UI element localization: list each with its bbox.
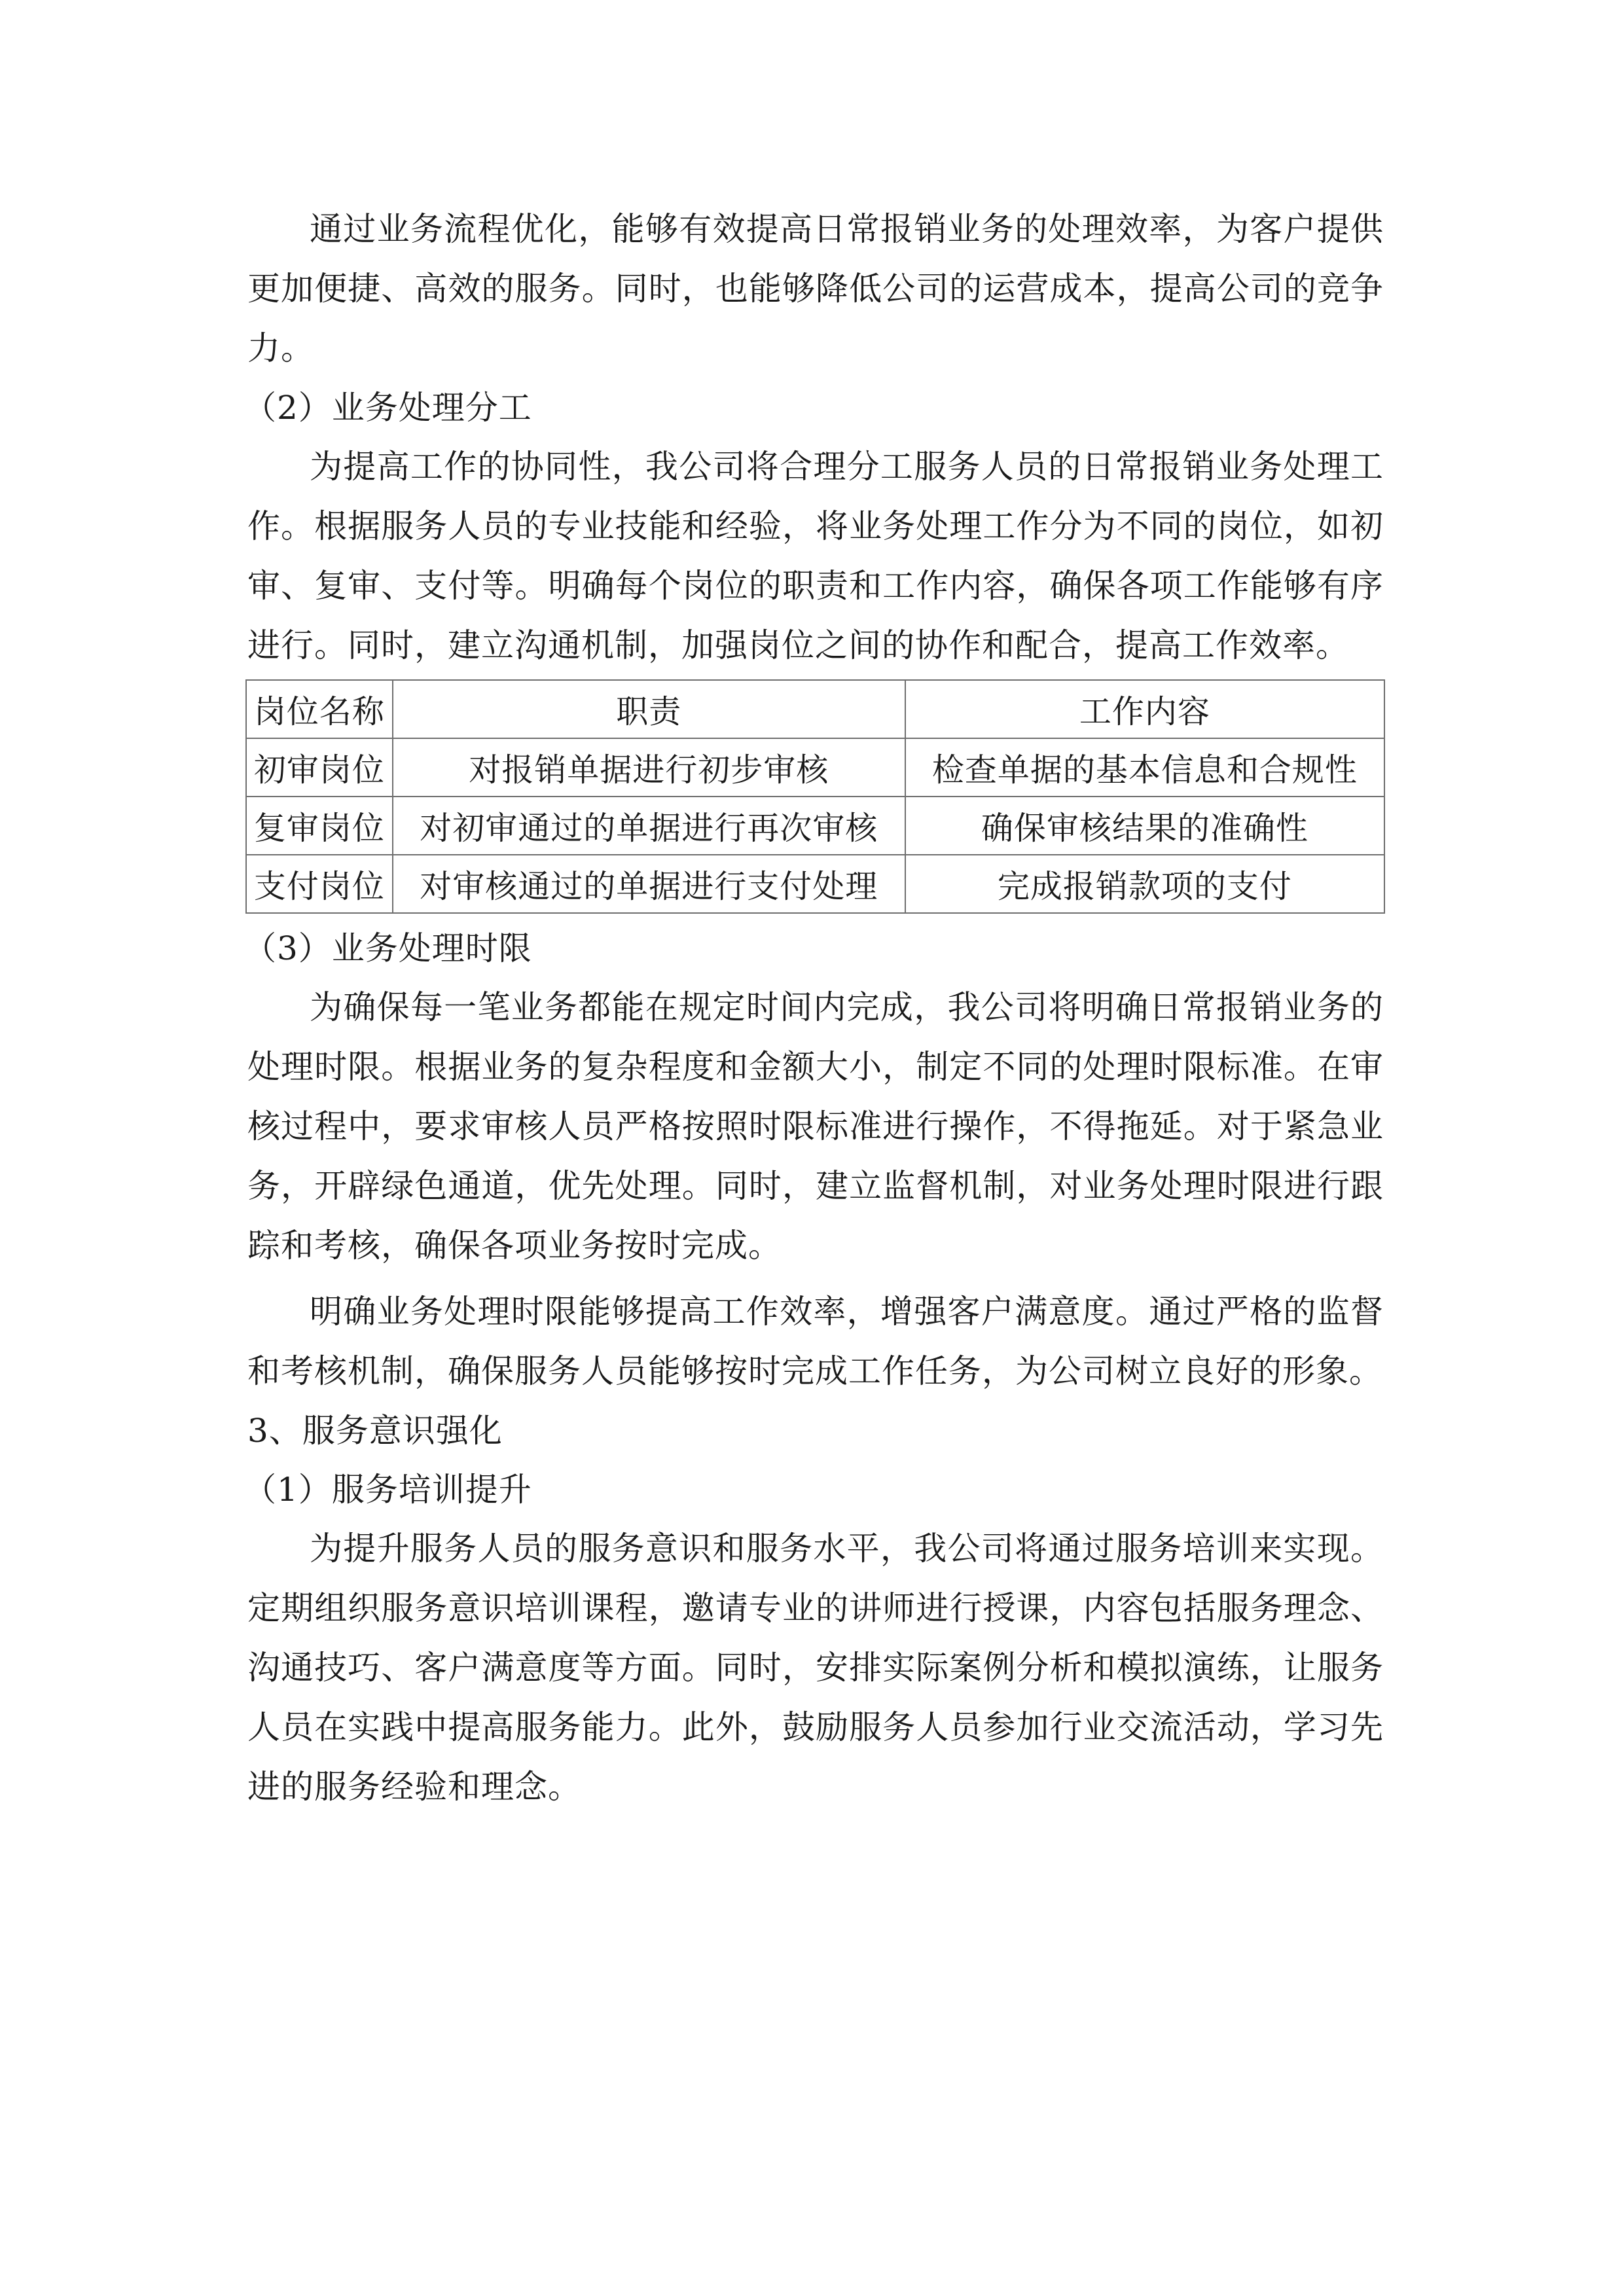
section-heading-service-awareness: 3、服务意识强化 (247, 1412, 503, 1450)
table-cell: 对报销单据进行初步审核 (393, 738, 905, 797)
table-row (246, 855, 1384, 913)
duties-table-wrapper (247, 679, 1384, 914)
paragraph-processing-time-limit: 为确保每一笔业务都能在规定时间内完成，我公司将明确日常报销业务的处理时限。根据业务的复杂程度和金额大小，制定不同的处理时限标准。在审核过程中，要求审核人员严格按照时限标准进行操作，不得拖延。对于紧急业务，开辟绿色通道，优先处理。同时，建立监督机制，对业务处理时限进行跟踪和考核，确保各项业务按时完成。 (247, 988, 1384, 1265)
table-cell: 支付岗位 (246, 855, 393, 913)
table-cell: 对审核通过的单据进行支付处理 (393, 855, 905, 913)
paragraph-process-optimization: 通过业务流程优化，能够有效提高日常报销业务的处理效率，为客户提供更加便捷、高效的服务。同时，也能够降低公司的运营成本，提高公司的竞争力。 (247, 210, 1384, 367)
table-header-cell: 工作内容 (905, 680, 1384, 738)
document-body (244, 200, 1384, 1817)
table-cell: 复审岗位 (246, 797, 393, 855)
table-cell: 确保审核结果的准确性 (905, 797, 1384, 855)
heading-division-of-labor: （2）业务处理分工 (244, 389, 532, 427)
table-cell: 初审岗位 (246, 738, 393, 797)
paragraph-division-of-labor: 为提高工作的协同性，我公司将合理分工服务人员的日常报销业务处理工作。根据服务人员的专业技能和经验，将业务处理工作分为不同的岗位，如初审、复审、支付等。明确每个岗位的职责和工作内容，确保各项工作能够有序进行。同时，建立沟通机制，加强岗位之间的协作和配合，提高工作效率。 (247, 448, 1384, 664)
paragraph-service-training: 为提升服务人员的服务意识和服务水平，我公司将通过服务培训来实现。定期组织服务意识培训课程，邀请专业的讲师进行授课，内容包括服务理念、沟通技巧、客户满意度等方面。同时，安排实际案例分析和模拟演练，让服务人员在实践中提高服务能力。此外，鼓励服务人员参加行业交流活动，学习先进的服务经验和理念。 (247, 1530, 1384, 1806)
table-header-row (246, 680, 1384, 738)
heading-service-training: （1）服务培训提升 (244, 1471, 532, 1509)
table-header-cell: 岗位名称 (246, 680, 393, 738)
duties-table (245, 679, 1385, 914)
table-cell: 对初审通过的单据进行再次审核 (393, 797, 905, 855)
paragraph-time-limit-benefits: 明确业务处理时限能够提高工作效率，增强客户满意度。通过严格的监督和考核机制，确保服务人员能够按时完成工作任务，为公司树立良好的形象。 (247, 1293, 1384, 1390)
table-row (246, 738, 1384, 797)
table-cell: 完成报销款项的支付 (905, 855, 1384, 913)
table-header-cell: 职责 (393, 680, 905, 738)
table-cell: 检查单据的基本信息和合规性 (905, 738, 1384, 797)
heading-processing-time-limit: （3）业务处理时限 (244, 929, 532, 967)
table-row (246, 797, 1384, 855)
